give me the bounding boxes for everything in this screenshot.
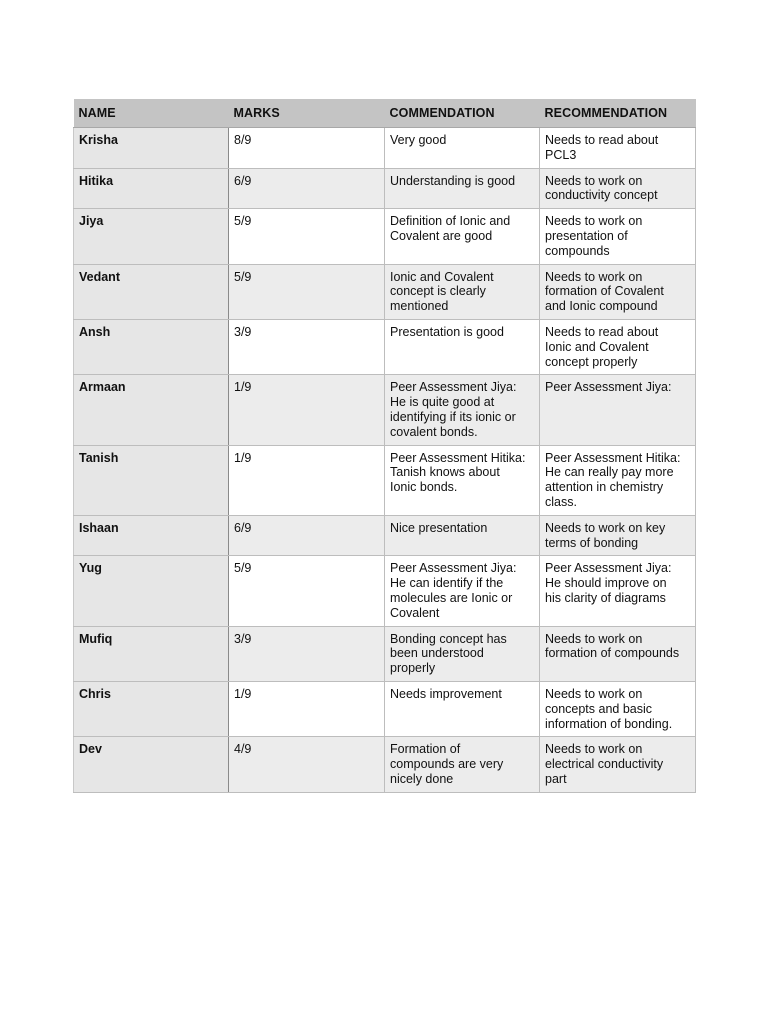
student-name: Ishaan [74,515,229,556]
student-name: Chris [74,681,229,736]
marks-cell: 1/9 [229,445,385,515]
student-name: Tanish [74,445,229,515]
student-name: Jiya [74,209,229,264]
recommendation-cell: Peer Assessment Hitika: He can really pay more attention in chemistry class. [540,445,696,515]
marks-cell: 6/9 [229,515,385,556]
marks-cell: 1/9 [229,681,385,736]
student-name: Armaan [74,375,229,445]
recommendation-cell: Needs to read about Ionic and Covalent concept properly [540,319,696,374]
student-name: Vedant [74,264,229,319]
table-row [74,556,696,626]
assessment-table [73,99,696,793]
marks-cell: 8/9 [229,128,385,169]
recommendation-cell: Needs to work on presentation of compounds [540,209,696,264]
recommendation-cell: Needs to work on electrical conductivity part [540,737,696,792]
table-row [74,445,696,515]
table-row [74,209,696,264]
commendation-cell: Peer Assessment Jiya: He is quite good at identifying if its ionic or covalent bonds. [385,375,540,445]
commendation-cell: Very good [385,128,540,169]
commendation-cell: Presentation is good [385,319,540,374]
header-row [74,99,696,128]
marks-cell: 5/9 [229,264,385,319]
table-row [74,264,696,319]
table-row [74,128,696,169]
commendation-cell: Nice presentation [385,515,540,556]
marks-cell: 5/9 [229,556,385,626]
student-name: Dev [74,737,229,792]
student-name: Krisha [74,128,229,169]
student-name: Yug [74,556,229,626]
recommendation-cell: Needs to work on conductivity concept [540,168,696,209]
marks-cell: 5/9 [229,209,385,264]
table-row [74,319,696,374]
student-name: Hitika [74,168,229,209]
student-name: Ansh [74,319,229,374]
table-row [74,737,696,792]
recommendation-cell: Needs to work on formation of Covalent and Ionic compound [540,264,696,319]
header-marks: MARKS [229,99,385,128]
table-header [74,99,696,128]
marks-cell: 1/9 [229,375,385,445]
commendation-cell: Definition of Ionic and Covalent are good [385,209,540,264]
marks-cell: 6/9 [229,168,385,209]
recommendation-cell: Needs to read about PCL3 [540,128,696,169]
table-row [74,168,696,209]
recommendation-cell: Peer Assessment Jiya: He should improve on his clarity of diagrams [540,556,696,626]
header-recommendation: RECOMMENDATION [540,99,696,128]
header-name: NAME [74,99,229,128]
commendation-cell: Bonding concept has been understood properly [385,626,540,681]
table-row [74,375,696,445]
commendation-cell: Peer Assessment Jiya: He can identify if the molecules are Ionic or Covalent [385,556,540,626]
commendation-cell: Understanding is good [385,168,540,209]
header-commendation: COMMENDATION [385,99,540,128]
table-row [74,515,696,556]
table-body [74,128,696,793]
marks-cell: 3/9 [229,319,385,374]
table-row [74,681,696,736]
recommendation-cell: Needs to work on key terms of bonding [540,515,696,556]
commendation-cell: Peer Assessment Hitika: Tanish knows about Ionic bonds. [385,445,540,515]
recommendation-cell: Needs to work on concepts and basic information of bonding. [540,681,696,736]
commendation-cell: Formation of compounds are very nicely done [385,737,540,792]
commendation-cell: Needs improvement [385,681,540,736]
recommendation-cell: Peer Assessment Jiya: [540,375,696,445]
recommendation-cell: Needs to work on formation of compounds [540,626,696,681]
student-name: Mufiq [74,626,229,681]
commendation-cell: Ionic and Covalent concept is clearly mentioned [385,264,540,319]
marks-cell: 3/9 [229,626,385,681]
table-row [74,626,696,681]
marks-cell: 4/9 [229,737,385,792]
